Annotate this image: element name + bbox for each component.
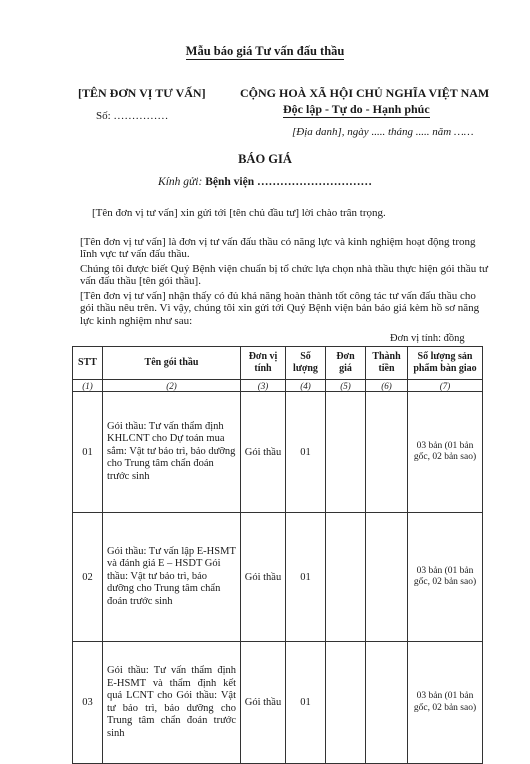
row-stt: 03 bbox=[73, 642, 103, 764]
row-unit-price bbox=[326, 513, 366, 642]
row-unit-price bbox=[326, 392, 366, 513]
header-stt: STT bbox=[73, 347, 103, 380]
quotation-table bbox=[72, 346, 483, 764]
row-unit-price bbox=[326, 642, 366, 764]
row-package-name: Gói thầu: Tư vấn thẩm định E-HSMT và thẩm định kết quả LCNT cho Gói thầu: Vật tư bảo trì, bảo dưỡng cho Trung tâm chẩn đoán trước sinh bbox=[103, 642, 241, 764]
paragraph-offer: [Tên đơn vị tư vấn] nhận thấy có đủ khả năng hoàn thành tốt công tác tư vấn đấu thầu cho gói thầu nêu trên. Vì vậy, chúng tôi xin gửi tới Quý Bệnh viện bản báo giá kèm hồ sơ năng lực kinh nghiệm như sau: bbox=[80, 290, 480, 327]
national-motto: Độc lập - Tự do - Hạnh phúc bbox=[283, 102, 430, 116]
table-header-row bbox=[73, 347, 483, 380]
page-title: Mẫu báo giá Tư vấn đấu thầu bbox=[185, 44, 345, 58]
national-title: CỘNG HOÀ XÃ HỘI CHỦ NGHĨA VIỆT NAM bbox=[240, 86, 490, 100]
intro-line: [Tên đơn vị tư vấn] xin gửi tới [tên chủ đầu tư] lời chào trân trọng. bbox=[92, 207, 386, 219]
consultant-org-name: [TÊN ĐƠN VỊ TƯ VẤN] bbox=[78, 86, 206, 100]
greeting-line: Kính gửi: Bệnh viện ………………………… bbox=[158, 176, 372, 188]
row-package-name: Gói thầu: Tư vấn lập E-HSMT và đánh giá E – HSDT Gói thầu: Vật tư bảo trì, bảo dưỡng cho Trung tâm chẩn đoán trước sinh bbox=[103, 513, 241, 642]
column-number: (6) bbox=[366, 380, 408, 392]
document-number: Số: …………… bbox=[96, 110, 169, 122]
header-unit: Đơn vị tính bbox=[241, 347, 286, 380]
column-number: (7) bbox=[408, 380, 483, 392]
table-row bbox=[73, 642, 483, 764]
paragraph-awareness: Chúng tôi được biết Quý Bệnh viện chuẩn bị tổ chức lựa chọn nhà thầu thực hiện gói thầu tư vấn đấu thầu [tên gói thầu]. bbox=[80, 263, 489, 288]
header-unit-price: Đơn giá bbox=[326, 347, 366, 380]
row-quantity: 01 bbox=[286, 642, 326, 764]
header-deliverables: Số lượng sản phẩm bàn giao bbox=[408, 347, 483, 380]
document-title: BÁO GIÁ bbox=[238, 152, 292, 166]
row-amount bbox=[366, 513, 408, 642]
row-deliverables: 03 bản (01 bản gốc, 02 bản sao) bbox=[408, 513, 483, 642]
row-quantity: 01 bbox=[286, 392, 326, 513]
column-number: (5) bbox=[326, 380, 366, 392]
column-number: (2) bbox=[103, 380, 241, 392]
table-row bbox=[73, 392, 483, 513]
row-unit: Gói thầu bbox=[241, 513, 286, 642]
column-number: (1) bbox=[73, 380, 103, 392]
row-unit: Gói thầu bbox=[241, 392, 286, 513]
table-row bbox=[73, 513, 483, 642]
row-deliverables: 03 bản (01 bản gốc, 02 bản sao) bbox=[408, 642, 483, 764]
header-package-name: Tên gói thầu bbox=[103, 347, 241, 380]
place-and-date: [Địa danh], ngày ..... tháng ..... năm …… bbox=[292, 126, 474, 138]
column-number: (4) bbox=[286, 380, 326, 392]
row-amount bbox=[366, 642, 408, 764]
currency-unit-note: Đơn vị tính: đồng bbox=[390, 333, 465, 344]
row-deliverables: 03 bản (01 bản gốc, 02 bản sao) bbox=[408, 392, 483, 513]
row-stt: 01 bbox=[73, 392, 103, 513]
row-unit: Gói thầu bbox=[241, 642, 286, 764]
column-number: (3) bbox=[241, 380, 286, 392]
row-amount bbox=[366, 392, 408, 513]
row-stt: 02 bbox=[73, 513, 103, 642]
header-amount: Thành tiền bbox=[366, 347, 408, 380]
row-quantity: 01 bbox=[286, 513, 326, 642]
row-package-name: Gói thầu: Tư vấn thẩm định KHLCNT cho Dự toán mua sắm: Vật tư bảo trì, bảo dưỡng cho Trung tâm chẩn đoán trước sinh bbox=[103, 392, 241, 513]
column-number-row bbox=[73, 380, 483, 392]
header-quantity: Số lượng bbox=[286, 347, 326, 380]
paragraph-capability: [Tên đơn vị tư vấn] là đơn vị tư vấn đấu thầu có năng lực và kinh nghiệm hoạt động trong lĩnh vực tư vấn đấu thầu. bbox=[80, 236, 476, 261]
